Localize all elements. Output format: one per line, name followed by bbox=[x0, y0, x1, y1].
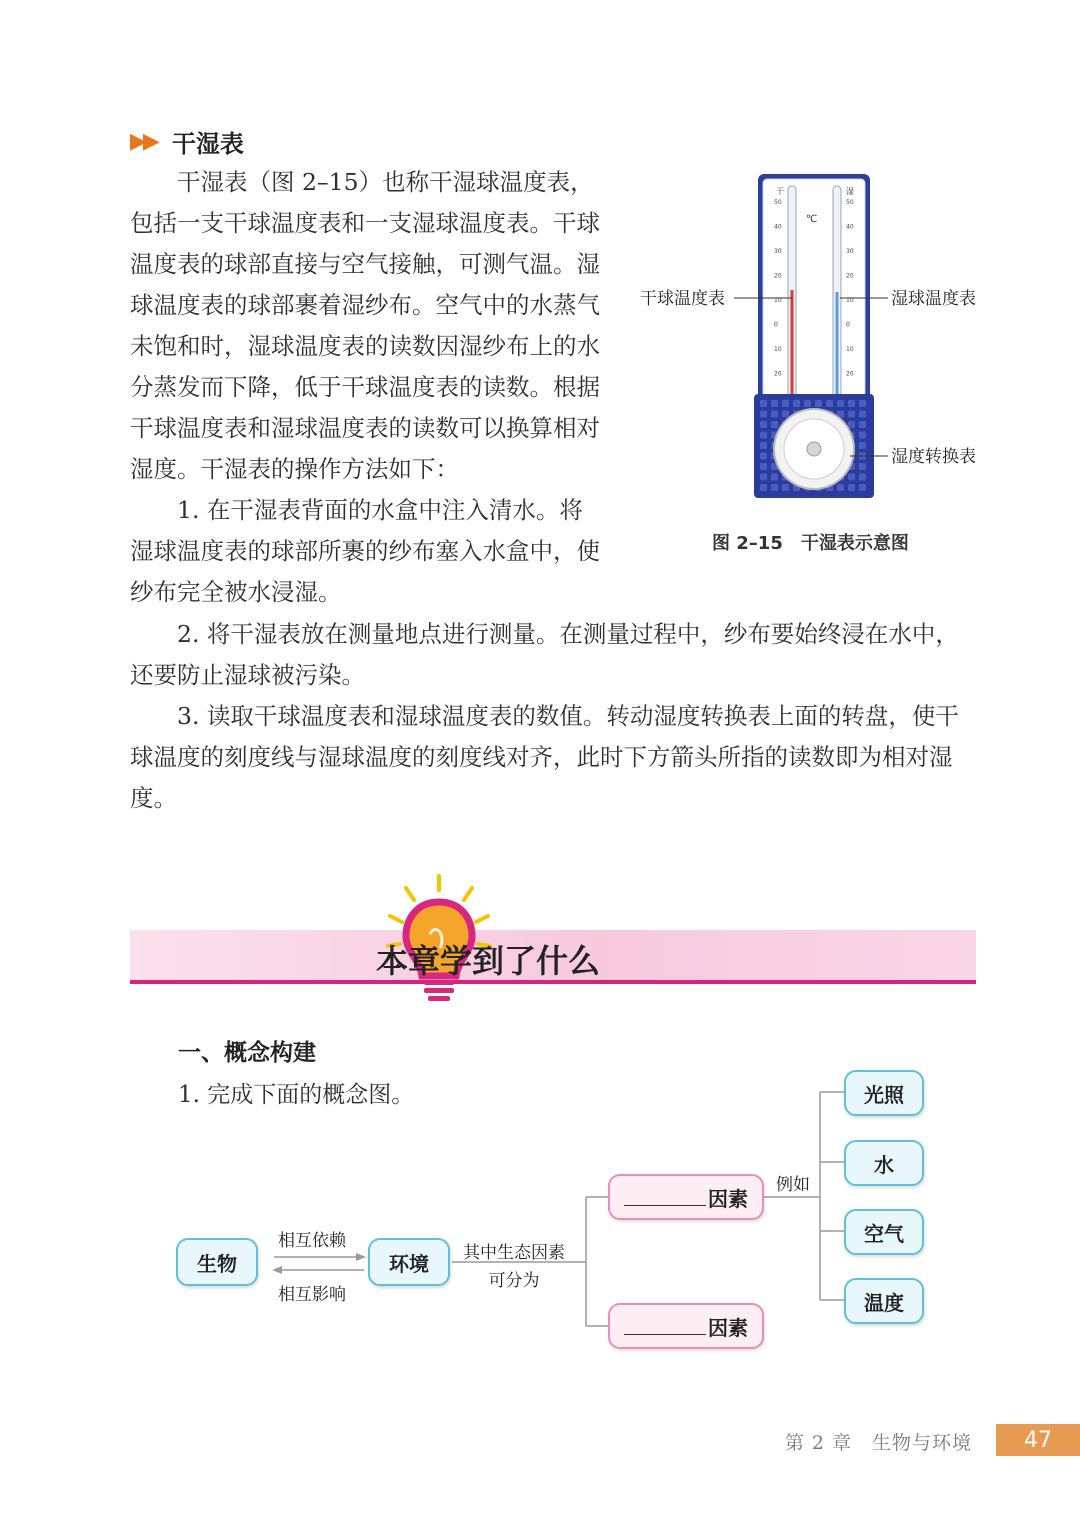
mesh-hole bbox=[848, 421, 855, 428]
wet-tick-label: 30 bbox=[846, 248, 854, 255]
dry-tick-label: 30 bbox=[774, 248, 782, 255]
wet-tick-label: 10 bbox=[846, 346, 854, 353]
mesh-hole bbox=[760, 432, 767, 439]
label-wet-bulb: 湿球温度表 bbox=[891, 289, 976, 309]
example-air: 空气 bbox=[844, 1209, 924, 1255]
section-heading bbox=[130, 124, 244, 159]
factor-blank-upper[interactable] bbox=[608, 1174, 764, 1220]
node-organism: 生物 bbox=[176, 1238, 258, 1286]
fill-blank-upper[interactable] bbox=[624, 1188, 706, 1206]
factor-blank-lower[interactable] bbox=[608, 1303, 764, 1349]
page-number: 47 bbox=[996, 1424, 1080, 1456]
steps-text-block bbox=[130, 614, 978, 819]
mesh-hole bbox=[760, 442, 767, 449]
example-label: 例如 bbox=[776, 1175, 810, 1195]
figure-caption: 图 2–15 干湿表示意图 bbox=[712, 533, 909, 554]
mesh-hole bbox=[771, 421, 778, 428]
dry-tick-label: 0 bbox=[774, 321, 778, 329]
split-label-line1: 其中生态因素 bbox=[463, 1243, 565, 1263]
wet-tick-label: 10 bbox=[846, 297, 854, 304]
mesh-hole bbox=[760, 484, 767, 491]
mesh-hole bbox=[815, 400, 822, 407]
mesh-hole bbox=[859, 421, 866, 428]
mesh-hole bbox=[771, 474, 778, 481]
mesh-hole bbox=[848, 411, 855, 418]
paragraph-step-3: 3. 读取干球温度表和湿球温度表的数值。转动湿度转换表上面的转盘，使干球温度的刻度线与湿球温度的刻度线对齐，此时下方箭头所指的读数即为相对湿度。 bbox=[130, 702, 959, 812]
label-humidity-dial: 湿度转换表 bbox=[891, 447, 976, 467]
mesh-hole bbox=[848, 474, 855, 481]
hygrometer-illustration bbox=[636, 172, 996, 502]
wet-tick-label: 0 bbox=[846, 321, 850, 329]
example-light: 光照 bbox=[844, 1070, 924, 1116]
dry-tick-label: 20 bbox=[774, 272, 782, 280]
dry-tick-label: 50 bbox=[774, 199, 782, 206]
mesh-hole bbox=[760, 411, 767, 418]
mesh-hole bbox=[782, 484, 789, 491]
chapter-footer: 第 2 章 生物与环境 bbox=[784, 1432, 972, 1454]
mesh-hole bbox=[837, 400, 844, 407]
wet-tick-label: 20 bbox=[846, 370, 854, 378]
dry-scale-head: 干 bbox=[776, 187, 784, 196]
mesh-hole bbox=[760, 453, 767, 460]
wet-tick-label: 50 bbox=[846, 199, 854, 206]
mesh-hole bbox=[771, 484, 778, 491]
mesh-hole bbox=[859, 474, 866, 481]
arrow-label-depend: 相互依赖 bbox=[278, 1231, 346, 1251]
factor-suffix-upper: 因素 bbox=[708, 1186, 748, 1211]
mesh-hole bbox=[760, 400, 767, 407]
label-dry-bulb: 干球温度表 bbox=[640, 289, 725, 309]
dry-tick-label: 10 bbox=[774, 346, 782, 353]
mesh-hole bbox=[859, 442, 866, 449]
split-label-line2: 可分为 bbox=[488, 1271, 540, 1291]
mesh-hole bbox=[859, 484, 866, 491]
dry-tick-label: 40 bbox=[774, 223, 782, 231]
unit-label: ℃ bbox=[806, 214, 818, 225]
mesh-hole bbox=[848, 400, 855, 407]
double-arrow-icon: ▶▶ bbox=[130, 129, 156, 154]
mesh-hole bbox=[760, 474, 767, 481]
intro-text-block bbox=[130, 162, 605, 613]
arrow-label-influence: 相互影响 bbox=[278, 1285, 346, 1305]
fill-blank-lower[interactable] bbox=[624, 1317, 706, 1335]
concept-map-lines bbox=[170, 1062, 950, 1362]
concept-heading: 一、概念构建 bbox=[178, 1040, 316, 1066]
paragraph-step-2: 2. 将干湿表放在测量地点进行测量。在测量过程中，纱布要始终浸在水中，还要防止湿球被污染。 bbox=[130, 620, 959, 689]
section-title: 干湿表 bbox=[171, 130, 244, 158]
mesh-hole bbox=[771, 411, 778, 418]
mesh-hole bbox=[760, 463, 767, 470]
hygrometer-figure bbox=[636, 172, 996, 502]
mesh-hole bbox=[771, 400, 778, 407]
summary-title: 本章学到了什么 bbox=[376, 942, 601, 980]
mesh-hole bbox=[859, 411, 866, 418]
mesh-hole bbox=[859, 432, 866, 439]
concept-map bbox=[170, 1062, 950, 1362]
mesh-hole bbox=[837, 484, 844, 491]
mesh-hole bbox=[782, 400, 789, 407]
dry-tick-label: 10 bbox=[774, 297, 782, 304]
mesh-hole bbox=[793, 400, 800, 407]
factor-suffix-lower: 因素 bbox=[708, 1315, 748, 1340]
wet-tick-label: 40 bbox=[846, 223, 854, 231]
mesh-hole bbox=[848, 484, 855, 491]
dry-tick-label: 20 bbox=[774, 370, 782, 378]
mesh-hole bbox=[760, 421, 767, 428]
wet-scale-head: 湿 bbox=[846, 187, 854, 196]
mesh-hole bbox=[804, 400, 811, 407]
mesh-hole bbox=[782, 411, 789, 418]
concept-task: 1. 完成下面的概念图。 bbox=[178, 1082, 415, 1108]
mesh-hole bbox=[859, 463, 866, 470]
mesh-hole bbox=[826, 400, 833, 407]
wet-tick-label: 20 bbox=[846, 272, 854, 280]
node-environment: 环境 bbox=[368, 1238, 450, 1286]
paragraph-intro: 干湿表（图 2–15）也称干湿球温度表，包括一支干球温度表和一支湿球温度表。干球温度表的球部直接与空气接触，可测气温。湿球温度表的球部裹着湿纱布。空气中的水蒸气未饱和时，湿球温度表的读数因湿纱布上的水分蒸发而下降，低于干球温度表的读数。根据干球温度表和湿球温度表的读数可以换算相对湿度。干湿表的操作方法如下： bbox=[130, 168, 600, 483]
example-temperature: 温度 bbox=[844, 1278, 924, 1324]
mesh-hole bbox=[859, 400, 866, 407]
example-water: 水 bbox=[844, 1140, 924, 1186]
paragraph-step-1: 1. 在干湿表背面的水盒中注入清水。将湿球温度表的球部所裹的纱布塞入水盒中，使纱布完全被水浸湿。 bbox=[130, 496, 600, 606]
